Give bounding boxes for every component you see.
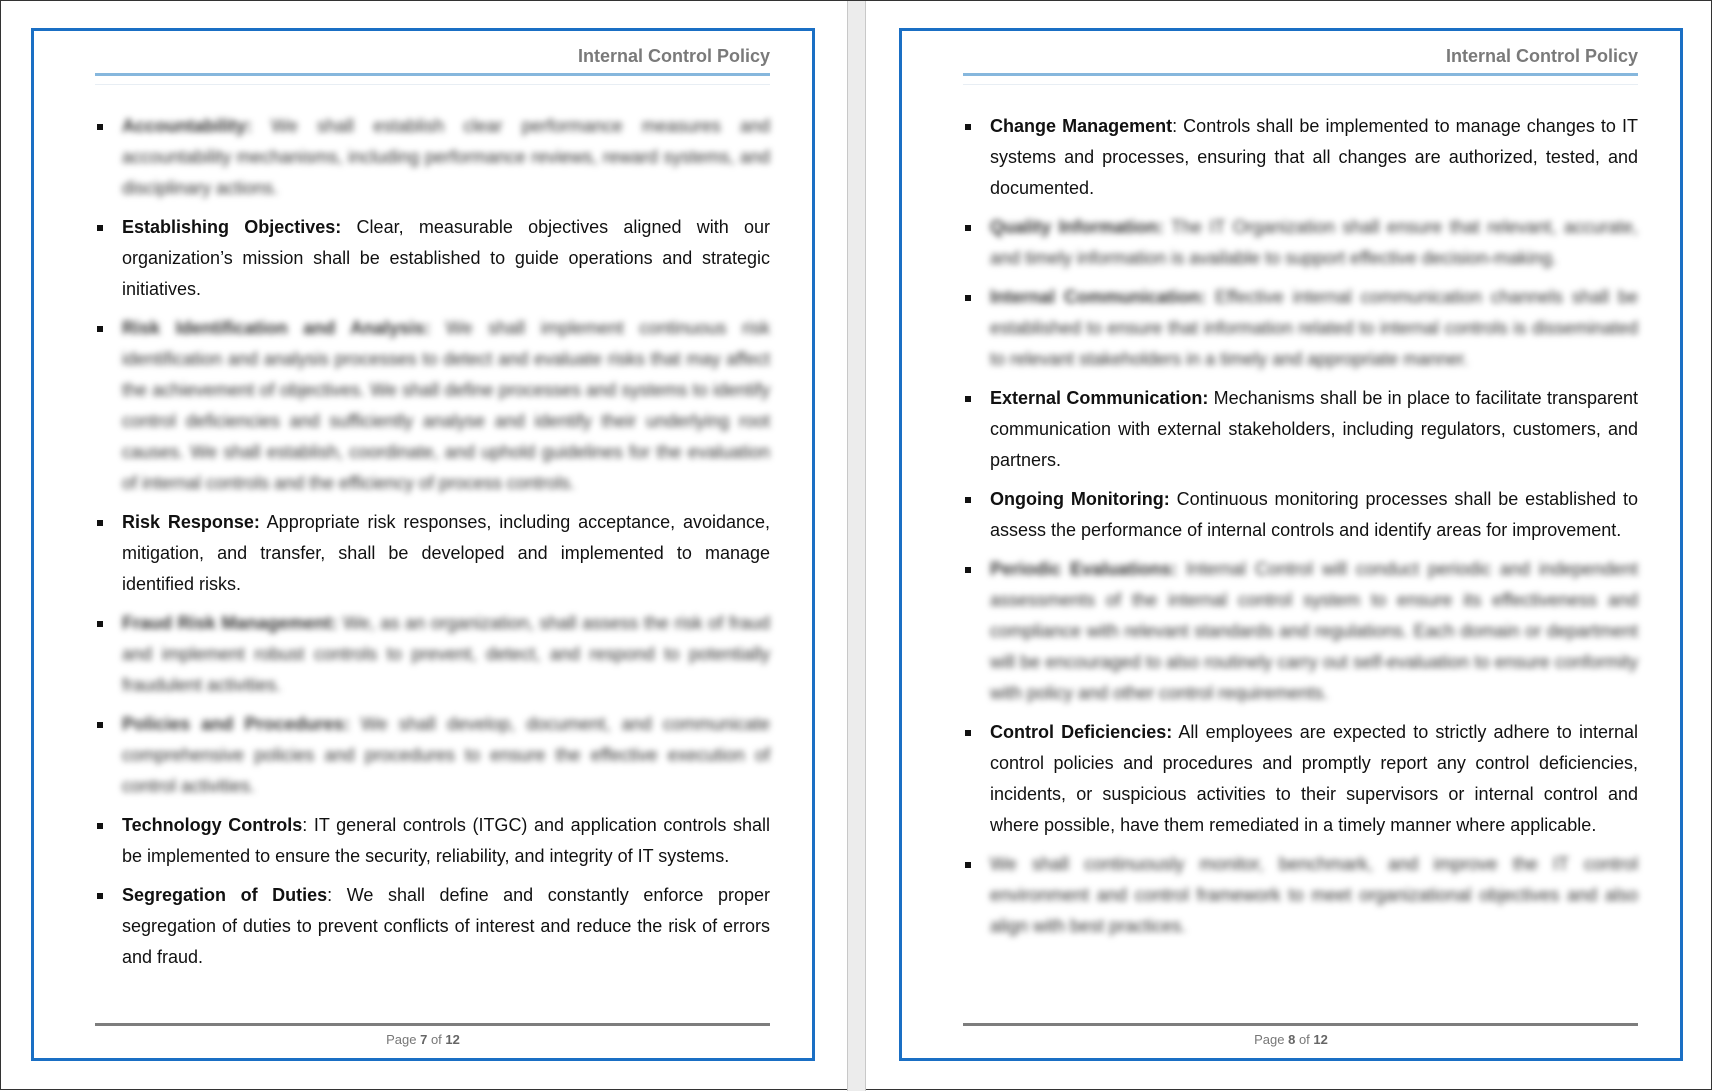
list-item [95, 880, 770, 973]
list-item [95, 810, 770, 872]
item-term: Fraud Risk Management: [122, 613, 338, 633]
item-term: Quality Information: [990, 217, 1164, 237]
page-content [963, 111, 1638, 950]
footer-divider [95, 1023, 770, 1026]
item-term: Risk Response: [122, 512, 260, 532]
item-text [122, 815, 770, 866]
list-item [963, 717, 1638, 841]
bullet-icon [97, 823, 103, 829]
item-description: Effective internal communication channels shall be established to ensure that information related to internal controls is disseminated to relevant stakeholders in a timely and appropriate manner. [990, 287, 1638, 369]
item-description: We, as an organization, shall assess the risk of fraud and implement robust controls to prevent, detect, and respond to potentially fraudulent activities. [122, 613, 770, 695]
item-term: Change Management [990, 116, 1173, 136]
list-item [963, 554, 1638, 709]
bullet-icon [965, 396, 971, 402]
item-term: Risk Identification and Analysis: [122, 318, 431, 338]
of-label: of [430, 1032, 442, 1047]
item-term: Control Deficiencies: [990, 722, 1173, 742]
page-8 [899, 28, 1683, 1061]
item-description: The IT Organization shall ensure that relevant, accurate, and timely information is available to support effective decision-making. [990, 217, 1639, 268]
item-term: Segregation of Duties [122, 885, 328, 905]
item-text [990, 388, 1638, 470]
list-item [95, 709, 770, 802]
footer-divider [963, 1023, 1638, 1026]
item-description: We shall implement continuous risk identification and analysis processes to detect and evaluate risks that may affect the achievement of objectives. We shall define processes and systems to identify control deficiencies and sufficiently analyse and identify their underlying root causes. We shall establish, coordinate, and uphold guidelines for the evaluation of internal controls and the efficiency of process controls. [122, 318, 770, 493]
header-divider [963, 84, 1638, 85]
item-text [122, 116, 770, 198]
bullet-icon [97, 520, 103, 526]
item-text [990, 854, 1638, 936]
item-text [122, 613, 770, 695]
header-divider [95, 84, 770, 85]
bullet-icon [97, 124, 103, 130]
item-term: Internal Communication: [990, 287, 1207, 307]
item-text [990, 287, 1638, 369]
list-item [95, 212, 770, 305]
bullet-icon [965, 225, 971, 231]
bullet-icon [965, 567, 971, 573]
page-footer [34, 1032, 812, 1047]
item-text [122, 318, 770, 493]
item-description: : We shall define and constantly enforce proper segregation of duties to prevent conflicts of interest and reduce the risk of errors and fraud. [122, 885, 770, 967]
item-text [122, 885, 770, 967]
page-total: 12 [445, 1032, 460, 1047]
list-item [95, 608, 770, 701]
item-term: Policies and Procedures: [122, 714, 350, 734]
page-gutter [847, 1, 866, 1091]
item-description: All employees are expected to strictly adhere to internal control policies and procedures and promptly report any control deficiencies, incidents, or suspicious activities to their supervisors or internal control and where possible, have them remediated in a timely manner where applicable. [990, 722, 1638, 835]
item-description: Continuous monitoring processes shall be established to assess the performance of internal controls and identify areas for improvement. [990, 489, 1638, 540]
item-description: We shall continuously monitor, benchmark, and improve the IT control environment and control framework to meet organizational objectives and also align with best practices. [990, 854, 1638, 936]
item-text [122, 217, 770, 299]
list-item [963, 111, 1638, 204]
item-description: We shall develop, document, and communicate comprehensive policies and procedures to ensure the effective execution of control activities. [122, 714, 770, 796]
bullet-icon [97, 621, 103, 627]
bullet-icon [97, 722, 103, 728]
page-header: Internal Control Policy [963, 46, 1638, 76]
list-item [95, 111, 770, 204]
page-header: Internal Control Policy [95, 46, 770, 76]
bullet-icon [965, 730, 971, 736]
list-item [963, 849, 1638, 942]
page-total: 12 [1313, 1032, 1328, 1047]
policy-list [963, 111, 1638, 942]
item-description: Appropriate risk responses, including acceptance, avoidance, mitigation, and transfer, shall be developed and implemented to manage identified risks. [122, 512, 771, 594]
item-description: Internal Control will conduct periodic and independent assessments of the internal control system to ensure its effectiveness and compliance with relevant standards and regulations. Each domain or department will be encouraged to also routinely carry out self-evaluation to ensure conformity with policy and other control requirements. [990, 559, 1638, 703]
bullet-icon [965, 295, 971, 301]
item-text [990, 217, 1638, 268]
item-description: Clear, measurable objectives aligned with our organization’s mission shall be established to guide operations and strategic initiatives. [122, 217, 770, 299]
item-text [122, 714, 770, 796]
bullet-icon [97, 225, 103, 231]
page-content [95, 111, 770, 981]
item-text [990, 116, 1638, 198]
page-footer [902, 1032, 1680, 1047]
list-item [963, 383, 1638, 476]
item-description: We shall establish clear performance measures and accountability mechanisms, including performance reviews, reward systems, and disciplinary actions. [122, 116, 770, 198]
item-term: Technology Controls [122, 815, 303, 835]
bullet-icon [965, 124, 971, 130]
bullet-icon [965, 862, 971, 868]
list-item [95, 507, 770, 600]
of-label: of [1298, 1032, 1310, 1047]
list-item [963, 484, 1638, 546]
item-text [990, 722, 1638, 835]
bullet-icon [965, 497, 971, 503]
list-item [963, 282, 1638, 375]
page-7 [31, 28, 815, 1061]
item-term: Accountability: [122, 116, 253, 136]
item-text [122, 512, 770, 594]
item-term: Ongoing Monitoring: [990, 489, 1170, 509]
item-term: Periodic Evaluations: [990, 559, 1178, 579]
item-text [990, 559, 1638, 703]
page-label: Page [386, 1032, 417, 1047]
page-number: 8 [1288, 1032, 1296, 1047]
item-description: : IT general controls (ITGC) and application controls shall be implemented to ensure the security, reliability, and integrity of IT systems. [122, 815, 770, 866]
bullet-icon [97, 326, 103, 332]
list-item [963, 212, 1638, 274]
item-description: Mechanisms shall be in place to facilitate transparent communication with external stakeholders, including regulators, customers, and partners. [990, 388, 1639, 470]
item-description: : Controls shall be implemented to manage changes to IT systems and processes, ensuring that all changes are authorized, tested, and documented. [990, 116, 1639, 198]
page-number: 7 [420, 1032, 428, 1047]
item-term: Establishing Objectives: [122, 217, 342, 237]
item-text [990, 489, 1638, 540]
page-label: Page [1254, 1032, 1285, 1047]
bullet-icon [97, 893, 103, 899]
policy-list [95, 111, 770, 973]
list-item [95, 313, 770, 499]
item-term: External Communication: [990, 388, 1209, 408]
